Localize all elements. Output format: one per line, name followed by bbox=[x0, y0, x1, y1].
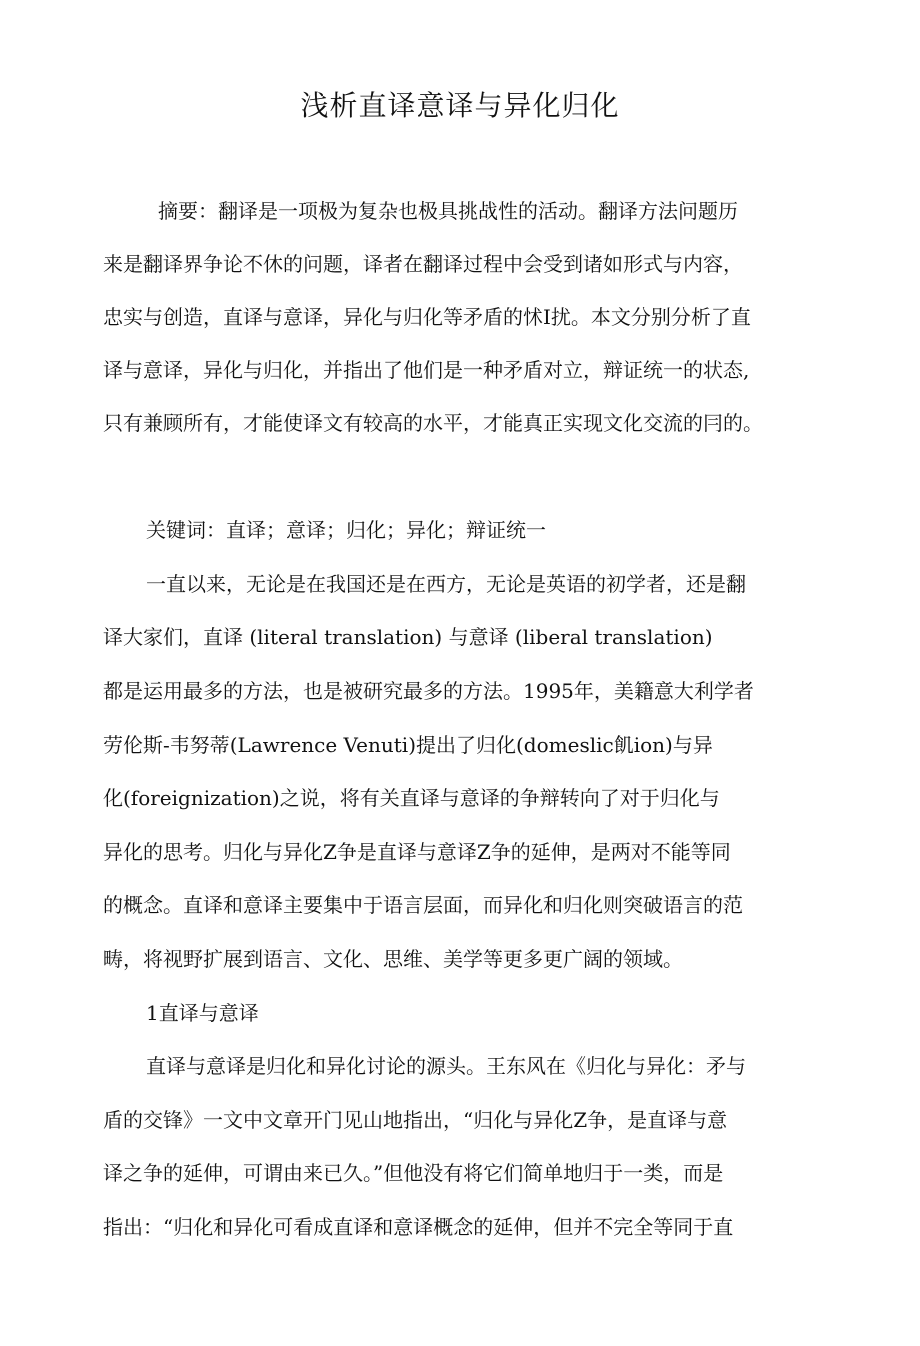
body-line: 都是运用最多的方法，也是被研究最多的方法。1995年，美籍意大利学者 bbox=[103, 679, 754, 703]
abstract-line: 只有兼顾所有，才能使译文有较高的水平，才能真正实现文化交流的冃的。 bbox=[103, 411, 763, 435]
body-line: 盾的交锋》一文中文章开门见山地指出，“归化与异化Z争，是直译与意 bbox=[103, 1108, 728, 1132]
section-heading: 1直译与意译 bbox=[146, 1001, 259, 1025]
body-line: 译之争的延伸，可谓由来已久。”但他没有将它们简单地归于一类，而是 bbox=[103, 1161, 724, 1185]
body-line: 指出：“归化和异化可看成直译和意译概念的延伸，但并不完全等同于直 bbox=[103, 1215, 734, 1239]
body-line: 化(foreignization)之说，将有关直译与意译的争辩转向了对于归化与 bbox=[103, 786, 720, 810]
body-line: 译大家们，直译 (literal translation) 与意译 (liberal translation) bbox=[103, 625, 713, 649]
abstract-line: 忠实与创造，直译与意译，异化与归化等矛盾的怵I扰。本文分别分析了直 bbox=[103, 305, 751, 329]
keywords-line: 关键词：直译；意译；归化；异化；辩证统一 bbox=[146, 518, 546, 542]
abstract-line: 译与意译，异化与归化，并指出了他们是一种矛盾对立，辩证统一的状态, bbox=[103, 358, 750, 382]
body-line: 畴，将视野扩展到语言、文化、思维、美学等更多更广阔的领域。 bbox=[103, 947, 683, 971]
abstract-line: 来是翻译界争论不休的问题，译者在翻译过程中会受到诸如形式与内容， bbox=[103, 252, 743, 276]
body-line: 的概念。直译和意译主要集中于语言层面，而异化和归化则突破语言的范 bbox=[103, 893, 743, 917]
abstract-line: 摘要：翻译是一项极为复杂也极具挑战性的活动。翻译方法问题历 bbox=[158, 199, 738, 223]
body-line: 一直以来，无论是在我国还是在西方，无论是英语的初学者，还是翻 bbox=[146, 572, 746, 596]
document-title: 浅析直译意译与异化归化 bbox=[300, 89, 620, 122]
body-line: 异化的思考。归化与异化Z争是直译与意译Z争的延伸，是两对不能等同 bbox=[103, 840, 731, 864]
body-line: 劳伦斯-韦努蒂(Lawrence Venuti)提出了归化(domeslic飢ion)与异 bbox=[103, 733, 713, 757]
body-line: 直译与意译是归化和异化讨论的源头。王东风在《归化与异化：矛与 bbox=[146, 1054, 746, 1078]
